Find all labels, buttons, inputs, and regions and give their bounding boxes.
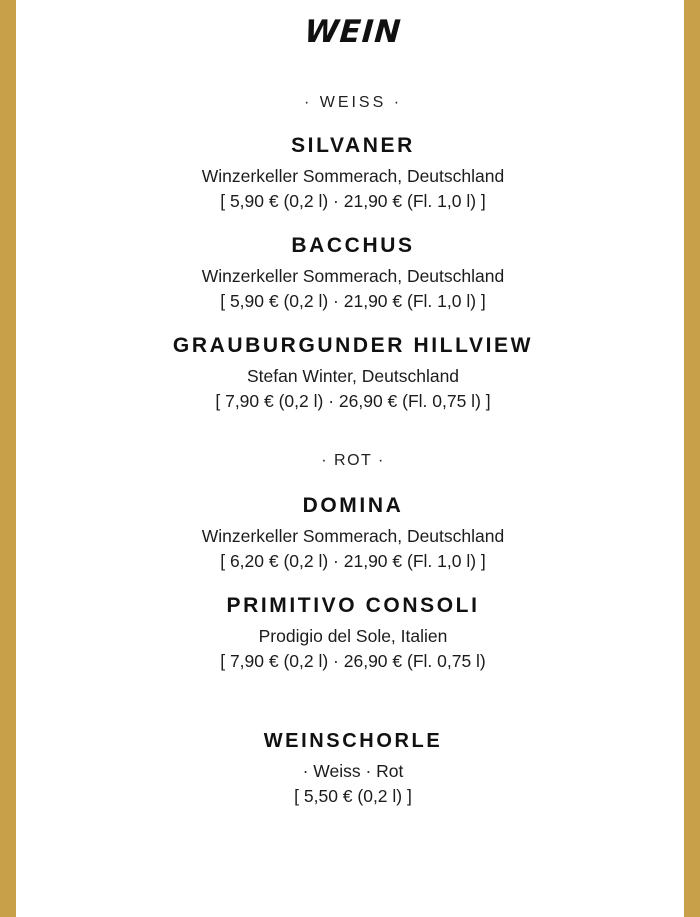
item-name: WEINSCHORLE — [263, 730, 443, 752]
item-name: DOMINA — [302, 494, 404, 517]
page-title: WEIN — [303, 14, 403, 50]
item-producer: Winzerkeller Sommerach, Deutschland — [201, 166, 505, 186]
item-name: PRIMITIVO CONSOLI — [226, 594, 480, 617]
item-prices: [ 7,90 € (0,2 l) · 26,90 € (Fl. 0,75 l) ] — [215, 391, 491, 411]
menu-item — [22, 494, 684, 572]
item-producer: Winzerkeller Sommerach, Deutschland — [201, 526, 505, 546]
item-prices: [ 5,90 € (0,2 l) · 21,90 € (Fl. 1,0 l) ] — [220, 191, 486, 211]
item-name: GRAUBURGUNDER HILLVIEW — [172, 334, 534, 357]
item-prices: [ 5,50 € (0,2 l) ] — [294, 786, 412, 806]
menu-item-weinschorle — [22, 730, 684, 807]
menu-content — [22, 0, 684, 917]
item-variants: · Weiss · Rot — [302, 761, 404, 781]
left-gold-band — [0, 0, 16, 917]
item-prices: [ 5,90 € (0,2 l) · 21,90 € (Fl. 1,0 l) ] — [220, 291, 486, 311]
item-name: SILVANER — [291, 134, 415, 157]
menu-item — [22, 334, 684, 412]
section-label-weiss: · WEISS · — [303, 94, 403, 111]
item-prices: [ 6,20 € (0,2 l) · 21,90 € (Fl. 1,0 l) ] — [220, 551, 486, 571]
item-producer: Prodigio del Sole, Italien — [258, 626, 448, 646]
right-gold-band — [684, 0, 700, 917]
item-name: BACCHUS — [291, 234, 415, 257]
item-prices: [ 7,90 € (0,2 l) · 26,90 € (Fl. 0,75 l) — [220, 651, 486, 671]
item-producer: Winzerkeller Sommerach, Deutschland — [201, 266, 505, 286]
menu-item — [22, 594, 684, 672]
item-producer: Stefan Winter, Deutschland — [246, 366, 460, 386]
section-label-rot: · ROT · — [321, 452, 385, 469]
menu-item — [22, 134, 684, 212]
menu-item — [22, 234, 684, 312]
